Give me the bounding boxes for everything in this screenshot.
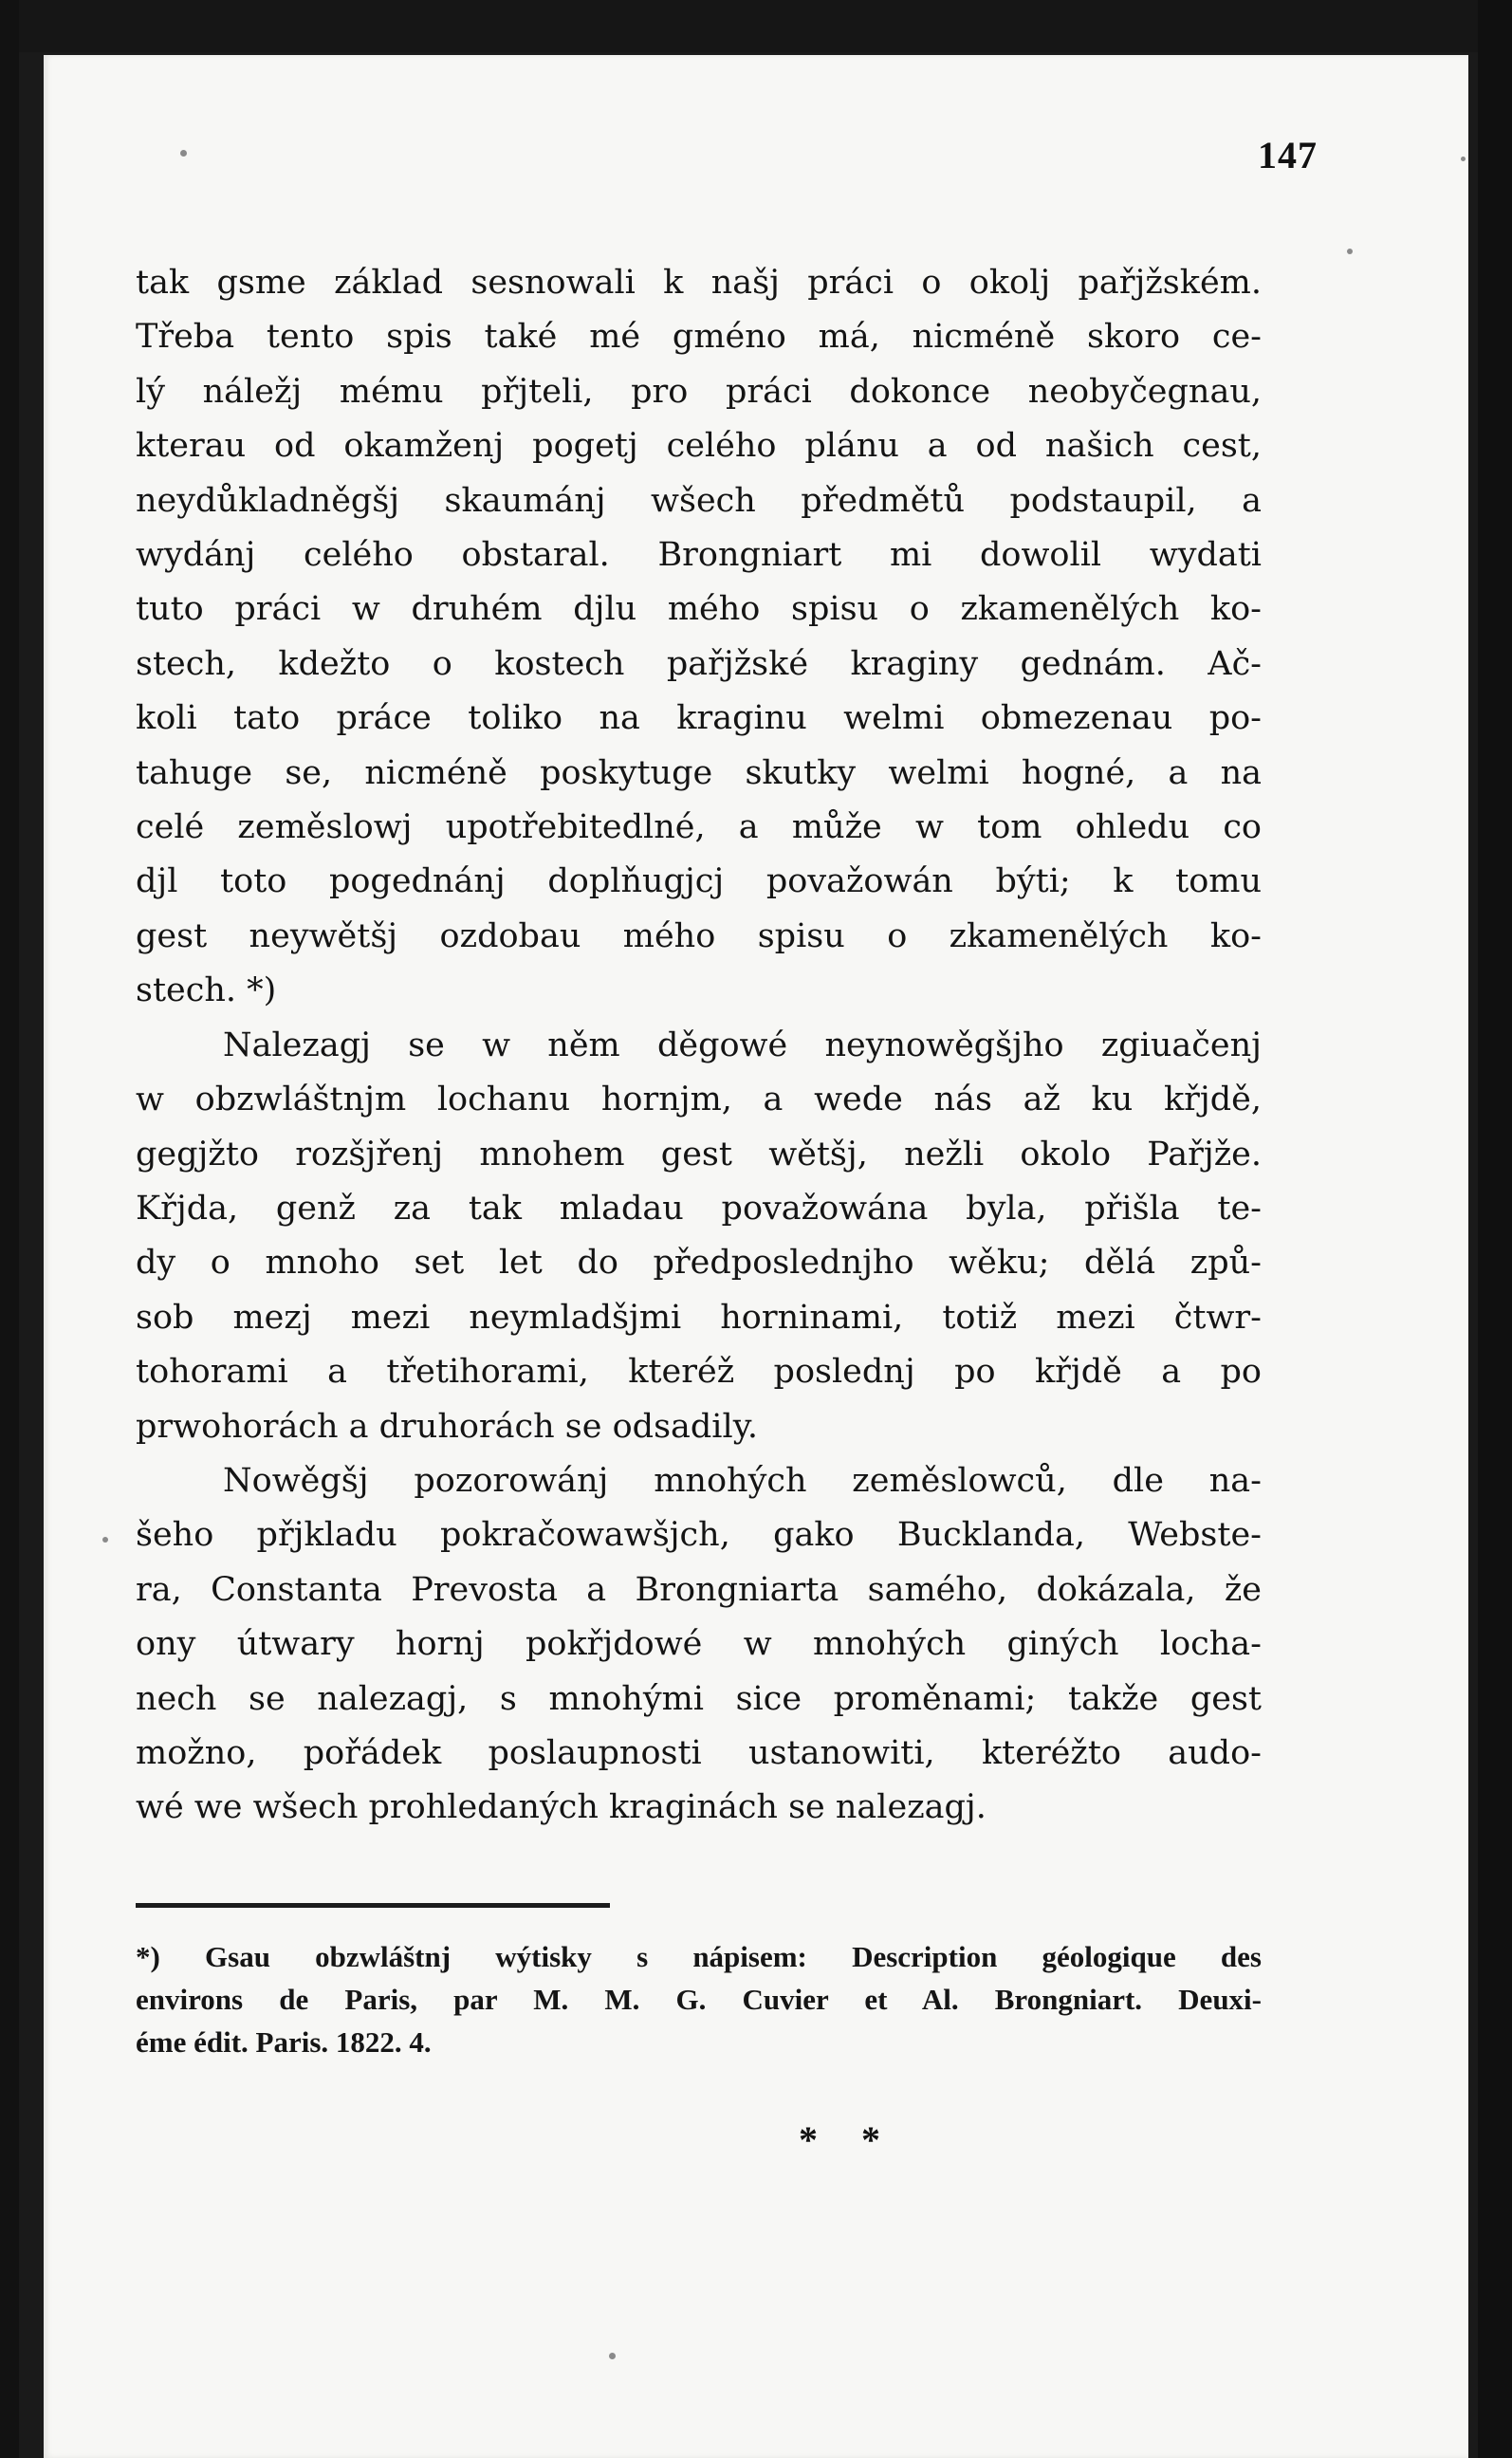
paper-speck bbox=[609, 2353, 616, 2359]
text-line: tohorami a třetihorami, kteréž poslednj po křjdě a po bbox=[136, 1353, 1262, 1392]
text-line: celé zeměslowj upotřebitedlné, a může w tom ohledu co bbox=[136, 808, 1262, 847]
text-line: wydánj celého obstaral. Brongniart mi dowolil wydati bbox=[136, 536, 1262, 575]
text-line: Nowěgšj pozorowánj mnohých zeměslowců, dle na- bbox=[223, 1461, 1262, 1500]
text-line: lý náležj mému přjteli, pro práci dokonce neobyčegnau, bbox=[136, 372, 1262, 411]
text-line: sob mezj mezi neymladšjmi horninami, totiž mezi čtwr- bbox=[136, 1298, 1262, 1337]
text-line: tak gsme základ sesnowali k našj práci o okolj pařjžském. bbox=[136, 264, 1262, 302]
text-line: gest neywětšj ozdobau mého spisu o zkamenělých ko- bbox=[136, 916, 1262, 955]
signature-marks: * * bbox=[799, 2118, 897, 2161]
footnote-line: environs de Paris, par M. M. G. Cuvier et Al. Brongniart. Deuxi- bbox=[136, 1983, 1262, 2016]
footnote-line: éme édit. Paris. 1822. 4. bbox=[136, 2025, 432, 2059]
text-line: koli tato práce toliko na kraginu welmi obmezenau po- bbox=[136, 699, 1262, 738]
text-line: djl toto pogednánj doplňugjcj považowán býti; k tomu bbox=[136, 862, 1262, 901]
text-line: tahuge se, nicméně poskytuge skutky welmi hogné, a na bbox=[136, 753, 1262, 792]
text-line: Třeba tento spis také mé gméno má, nicméně skoro ce- bbox=[136, 318, 1262, 357]
paper-speck bbox=[180, 150, 187, 157]
text-line: tuto práci w druhém djlu mého spisu o zkamenělých ko- bbox=[136, 590, 1262, 629]
text-line: ony útwary hornj pokřjdowé w mnohých giných locha- bbox=[136, 1625, 1262, 1664]
text-line: Křjda, genž za tak mladau považowána byla, přišla te- bbox=[136, 1189, 1262, 1228]
text-line: kterau od okamženj pogetj celého plánu a od našich cest, bbox=[136, 427, 1262, 466]
text-line: gegjžto rozšjřenj mnohem gest wětšj, nežli okolo Pařjže. bbox=[136, 1135, 1262, 1174]
text-line: wé we wšech prohledaných kraginách se nalezagj. bbox=[136, 1788, 986, 1827]
text-line: dy o mnoho set let do předposlednjho wěku; dělá způ- bbox=[136, 1244, 1262, 1283]
paper-speck bbox=[102, 1537, 108, 1543]
text-line: neydůkladněgšj skaumánj wšech předmětů podstaupil, a bbox=[136, 481, 1262, 520]
scan-top-border bbox=[0, 0, 1512, 52]
text-line: stech. *) bbox=[136, 971, 277, 1010]
text-line: šeho přjkladu pokračowawšjch, gako Bucklanda, Webste- bbox=[136, 1516, 1262, 1555]
page-number: 147 bbox=[1258, 134, 1318, 176]
scan-left-border bbox=[0, 0, 19, 2458]
text-line: ra, Constanta Prevosta a Brongniarta samého, dokázala, že bbox=[136, 1570, 1262, 1609]
footnote-rule bbox=[136, 1903, 610, 1908]
text-line: prwohorách a druhorách se odsadily. bbox=[136, 1407, 758, 1446]
main-text bbox=[136, 256, 1262, 1836]
text-line: nech se nalezagj, s mnohými sice proměnami; takže gest bbox=[136, 1679, 1262, 1718]
text-line: možno, pořádek poslaupnosti ustanowiti, kteréžto audo- bbox=[136, 1733, 1262, 1772]
text-line: w obzwláštnjm lochanu hornjm, a wede nás až ku křjdě, bbox=[136, 1081, 1262, 1119]
scan-right-border bbox=[1478, 0, 1512, 2458]
paper-speck bbox=[1347, 249, 1353, 254]
text-line: stech, kdežto o kostech pařjžské kraginy gednám. Ač- bbox=[136, 644, 1262, 683]
footnote bbox=[136, 1935, 1262, 2063]
footnote-line: *) Gsau obzwláštnj wýtisky s nápisem: Description géologique des bbox=[136, 1940, 1262, 1973]
paper-speck bbox=[1461, 157, 1466, 161]
text-line: Nalezagj se w něm děgowé neynowěgšjho zgiuačenj bbox=[223, 1026, 1262, 1064]
